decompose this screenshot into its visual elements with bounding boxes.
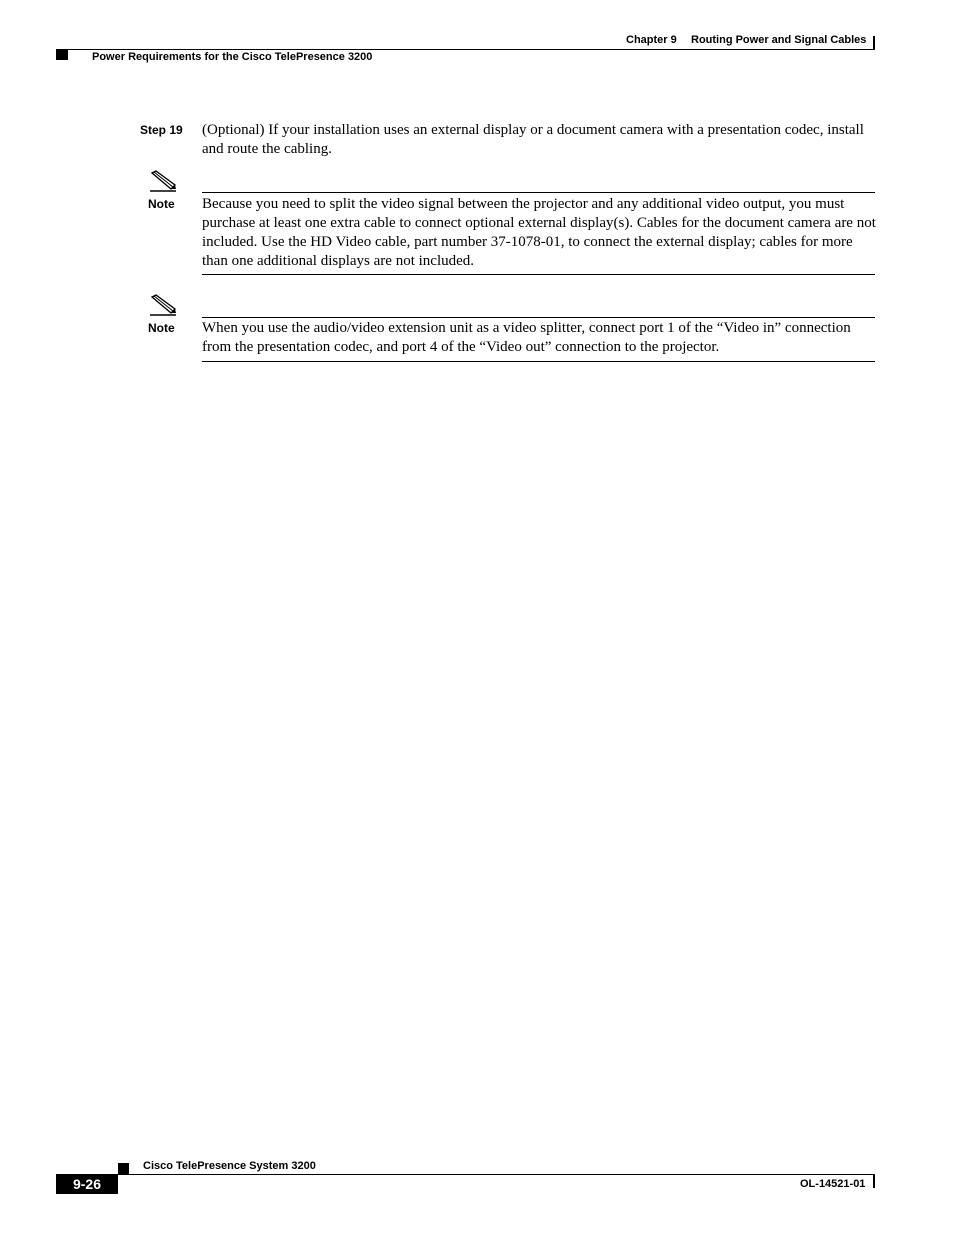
footer-doc-number: OL-14521-01 <box>800 1178 866 1190</box>
note-top-rule <box>202 317 875 318</box>
note-top-rule <box>202 192 875 193</box>
header-vertical-bar <box>873 36 875 49</box>
footer-vertical-bar <box>873 1175 875 1188</box>
note-label: Note <box>148 321 175 335</box>
header-section-title: Power Requirements for the Cisco TelePresence 3200 <box>92 51 373 63</box>
header-rule <box>56 49 875 50</box>
footer-block-marker <box>118 1163 129 1174</box>
note-label: Note <box>148 197 175 211</box>
header-block-marker <box>56 50 68 60</box>
pencil-note-icon <box>148 170 178 194</box>
note-bottom-rule <box>202 274 875 275</box>
step-text: (Optional) If your installation uses an external display or a document camera with a presentation codec, install and route the cabling. <box>202 122 864 157</box>
footer-rule <box>56 1174 875 1175</box>
header-chapter-title: Routing Power and Signal Cables <box>691 34 867 46</box>
step-label: Step 19 <box>140 123 183 137</box>
footer-doc-title: Cisco TelePresence System 3200 <box>143 1160 316 1172</box>
note-text: When you use the audio/video extension unit as a video splitter, connect port 1 of the “Video in” connection from the presentation codec, and port 4 of the “Video out” connection to the projector. <box>202 320 851 355</box>
pencil-note-icon <box>148 294 178 318</box>
note-text: Because you need to split the video signal between the projector and any additional video output, you must purchase at least one extra cable to connect optional external display(s). Cables for the document camera are not included. Use the HD Video cable, part number 37-1078-01, to connect the external display; cables for more than one additional displays are not included. <box>202 196 876 269</box>
header-chapter: Chapter 9 <box>626 34 677 46</box>
footer-page-number: 9-26 <box>56 1174 118 1194</box>
note-bottom-rule <box>202 361 875 362</box>
